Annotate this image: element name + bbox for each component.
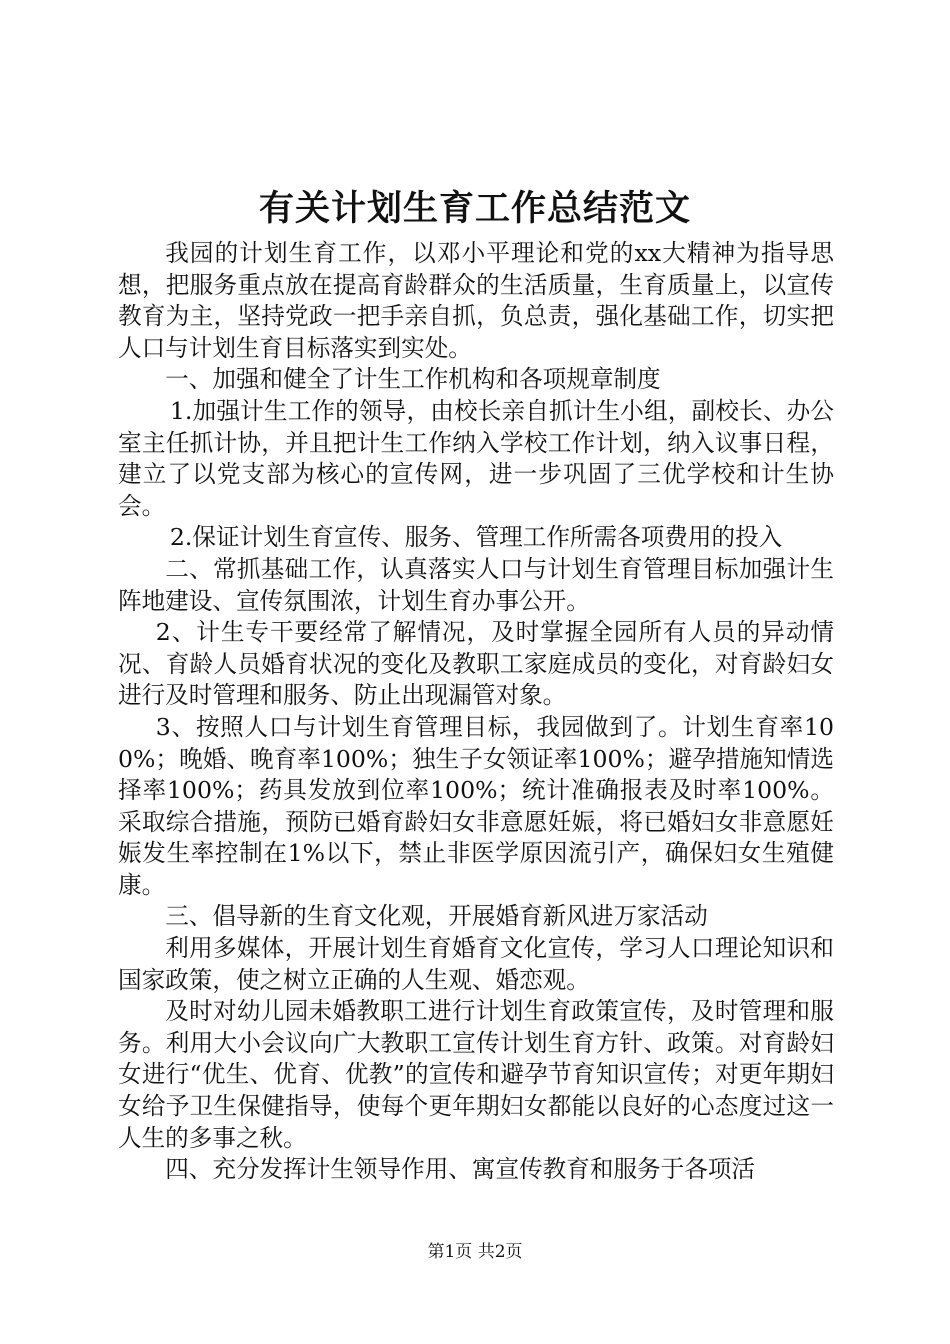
heading-section-4: 四、充分发挥计生领导作用、寓宣传教育和服务于各项活 — [165, 1155, 756, 1184]
paragraph-section-3-b: 及时对幼儿园未婚教职工进行计划生育政策宣传，及时管理和服务。利用大小会议向广大教职工宣传计划生育方针、政策。对育龄妇女进行“优生、优育、优教”的宣传和避孕节育知识宣传；对更年期妇女给予卫生保健指导，使每个更年期妇女都能以良好的心态度过这一人生的多事之秋。 — [118, 997, 834, 1152]
paragraph-item-2-2: 2、计生专干要经常了解情况，及时掌握全园所有人员的异动情况、育龄人员婚育状况的变化及教职工家庭成员的变化，对育龄妇女进行及时管理和服务、防止出现漏管对象。 — [118, 618, 834, 710]
heading-section-1: 一、加强和健全了计生工作机构和各项规章制度 — [165, 365, 661, 394]
page-footer: 第1页 共2页 — [427, 1242, 523, 1262]
paragraph-section-3-a: 利用多媒体，开展计划生育婚育文化宣传，学习人口理论知识和国家政策，使之树立正确的人生观、婚恋观。 — [118, 934, 834, 994]
document-title: 有关计划生育工作总结范文 — [258, 188, 691, 229]
paragraph-intro: 我园的计划生育工作，以邓小平理论和党的xx大精神为指导思想，把服务重点放在提高育龄群众的生活质量，生育质量上，以宣传教育为主，坚持党政一把手亲自抓，负总责，强化基础工作，切实把人口与计划生育目标落实到实处。 — [118, 239, 834, 362]
heading-section-2: 二、常抓基础工作，认真落实人口与计划生育管理目标加强计生阵地建设、宣传氛围浓，计划生育办事公开。 — [118, 554, 834, 615]
paragraph-item-1-2: 2.保证计划生育宣传、服务、管理工作所需各项费用的投入 — [169, 523, 783, 552]
paragraph-item-1-1: 1.加强计生工作的领导，由校长亲自抓计生小组，副校长、办公室主任抓计协，并且把计生工作纳入学校工作计划，纳入议事日程，建立了以党支部为核心的宣传网，进一步巩固了三优学校和计生协会。 — [118, 396, 834, 520]
document-body — [118, 238, 834, 1186]
paragraph-item-2-3: 3、按照人口与计划生育管理目标，我园做到了。计划生育率100%；晚婚、晚育率100%；独生子女领证率100%；避孕措施知情选择率100%；药具发放到位率100%；统计准确报表及时率100%。采取综合措施，预防已婚育龄妇女非意愿妊娠，将已婚妇女非意愿妊娠发生率控制在1%以下，禁止非医学原因流引产，确保妇女生殖健康。 — [118, 712, 834, 899]
heading-section-3: 三、倡导新的生育文化观，开展婚育新风进万家活动 — [165, 902, 708, 931]
